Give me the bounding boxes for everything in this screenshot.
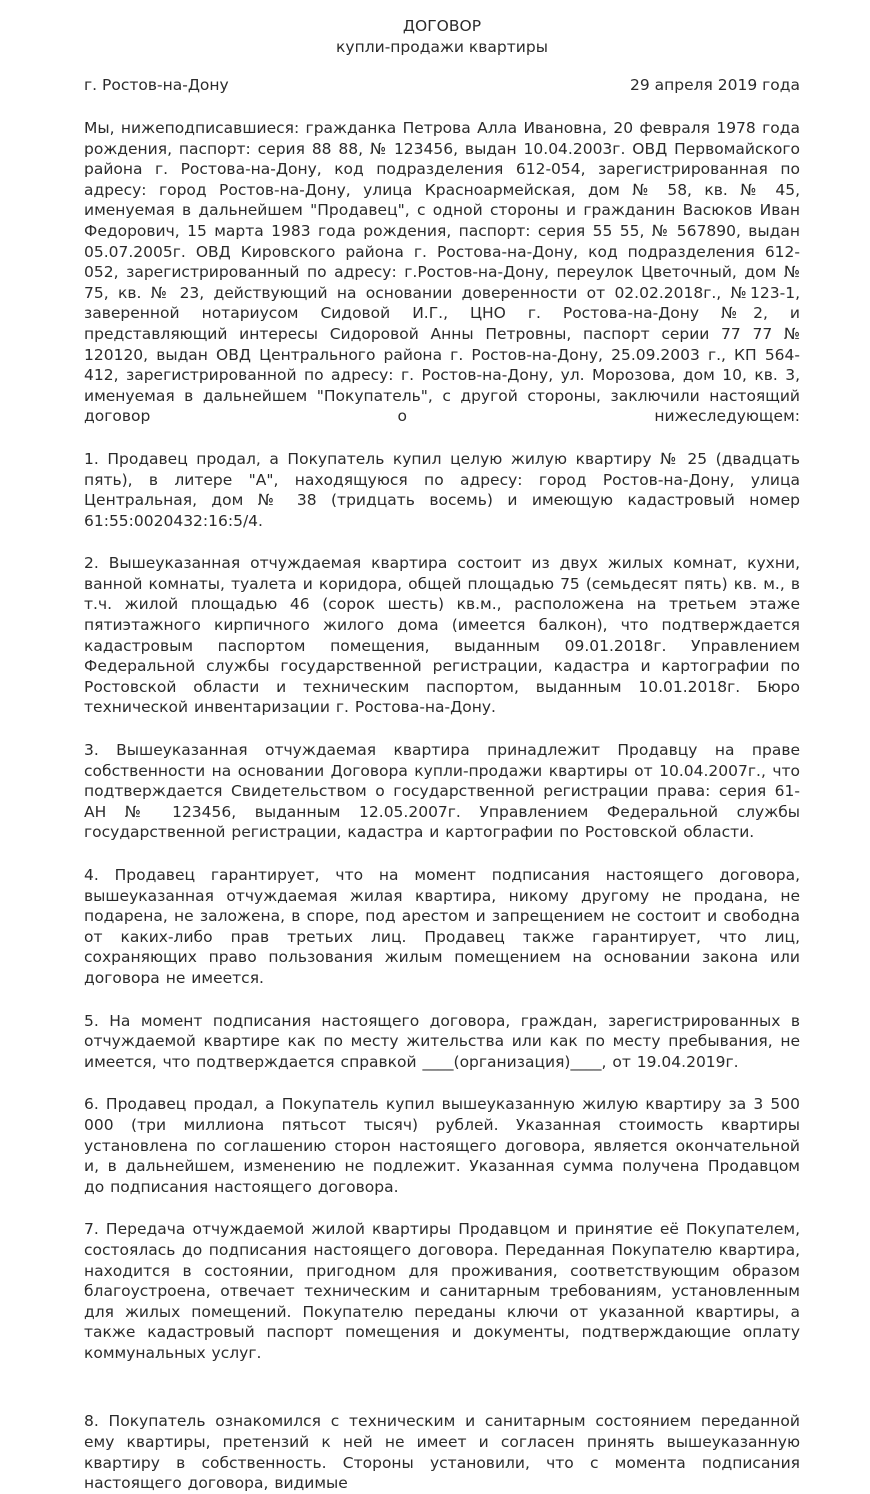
clause-5: 5. На момент подписания настоящего договора, граждан, зарегистрированных в отчуждаемой квартире как по месту жительства или как по месту пребывания, не имеется, что подтверждается справкой ____(организация)____, от 19.04.2019г. bbox=[84, 1011, 800, 1071]
document-date: 29 апреля 2019 года bbox=[629, 76, 800, 94]
clause-3: 3. Вышеуказанная отчуждаемая квартира принадлежит Продавцу на праве собственности на основании Договора купли-продажи квартиры от 10.04.2007г., что подтверждается Свидетельством о государственной регистрации права: серия 61-АН № 123456, выданным 12.05.2007г. Управлением Федеральной службы государственной регистрации, кадастра и картографии по Ростовской области. bbox=[84, 741, 800, 842]
clause-6: 6. Продавец продал, а Покупатель купил вышеуказанную жилую квартиру за 3 500 000 (три миллиона пятьсот тысяч) рублей. Указанная стоимость квартиры установлена по соглашению сторон настоящего договора, является окончательной и, в дальнейшем, изменению не подлежит. Указанная сумма получена Продавцом до подписания настоящего договора. bbox=[84, 1095, 800, 1196]
document-city: г. Ростов-на-Дону bbox=[84, 76, 229, 94]
document-subtitle: купли-продажи квартиры bbox=[336, 38, 548, 56]
place-date-row bbox=[84, 75, 800, 96]
clause-8: 8. Покупатель ознакомился с техническим и санитарным состоянием переданной ему квартиры, претензий к ней не имеет и согласен принять вышеуказанную квартиру в собственность. Стороны установили, что с момента подписания настоящего договора, видимые bbox=[84, 1412, 800, 1493]
clause-4: 4. Продавец гарантирует, что на момент подписания настоящего договора, вышеуказанная отчуждаемая жилая квартира, никому другому не продана, не подарена, не заложена, в споре, под арестом и запрещением не состоит и свободна от каких-либо прав третьих лиц. Продавец также гарантирует, что лиц, сохраняющих право пользования жилым помещением на основании закона или договора не имеется. bbox=[84, 866, 800, 987]
clause-7: 7. Передача отчуждаемой жилой квартиры Продавцом и принятие её Покупателем, состоялась до подписания настоящего договора. Переданная Покупателю квартира, находится в состоянии, пригодном для проживания, соответствующим образом благоустроена, отвечает техническим и санитарным требованиям, установленным для жилых помещений. Покупателю переданы ключи от указанной квартиры, а также кадастровый паспорт помещения и документы, подтверждающие оплату коммунальных услуг. bbox=[84, 1220, 800, 1362]
document-title: ДОГОВОР bbox=[402, 17, 482, 35]
clause-2: 2. Вышеуказанная отчуждаемая квартира состоит из двух жилых комнат, кухни, ванной комнаты, туалета и коридора, общей площадью 75 (семьдесят пять) кв. м., в т.ч. жилой площадью 46 (сорок шесть) кв.м., расположена на третьем этаже пятиэтажного кирпичного жилого дома (имеется балкон), что подтверждается кадастровым паспортом помещения, выданным 09.01.2018г. Управлением Федеральной службы государственной регистрации, кадастра и картографии по Ростовской области и техническим паспортом, выданным 10.01.2018г. Бюро технической инвентаризации г. Ростова-на-Дону. bbox=[84, 554, 800, 717]
preamble-paragraph: Мы, нижеподписавшиеся: гражданка Петрова Алла Ивановна, 20 февраля 1978 года рождения, паспорт: серия 88 88, № 123456, выдан 10.04.2003г. ОВД Первомайского района г. Ростова-на-Дону, код подразделения 612-054, зарегистрированная по адресу: город Ростов-на-Дону, улица Красноармейская, дом № 58, кв. № 45, именуемая в дальнейшем "Продавец", с одной стороны и гражданин Васюков Иван Федорович, 15 марта 1983 года рождения, паспорт: серия 55 55, № 567890, выдан 05.07.2005г. ОВД Кировского района г. Ростова-на-Дону, код подразделения 612-052, зарегистрированный по адресу: г.Ростов-на-Дону, переулок Цветочный, дом № 75, кв. № 23, действующий на основании доверенности от 02.02.2018г., №123-1, заверенной нотариусом Сидовой И.Г., ЦНО г. Ростова-на-Дону №2, и представляющий интересы Сидоровой Анны Петровны, паспорт серии 77 77 № 120120, выдан ОВД Центрального района г. Ростов-на-Дону, 25.09.2003 г., КП 564-412, зарегистрированной по адресу: г. Ростов-на-Дону, ул. Морозова, дом 10, кв. 3, именуемая в дальнейшем "Покупатель", с другой стороны, заключили настоящий договор о нижеследующем: bbox=[84, 119, 800, 426]
clause-1: 1. Продавец продал, а Покупатель купил целую жилую квартиру № 25 (двадцать пять), в литере "А", находящуюся по адресу: город Ростов-на-Дону, улица Центральная, дом № 38 (тридцать восемь) и имеющую кадастровый номер 61:55:0020432:16:5/4. bbox=[84, 449, 800, 530]
